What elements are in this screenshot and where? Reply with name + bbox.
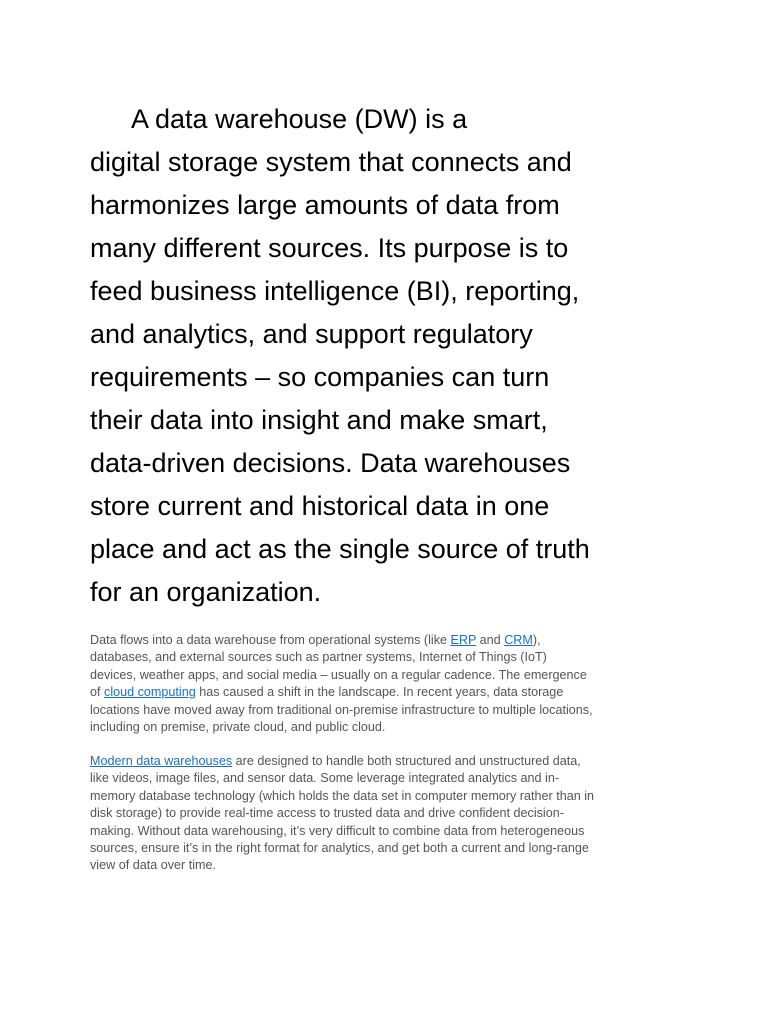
paragraph-line: devices, weather apps, and social media – usually on a regular cadence. The emergence (90, 667, 587, 682)
text-run: ), (532, 633, 541, 647)
paragraph-line: like videos, image files, and sensor data. Some leverage integrated analytics and in- (90, 771, 560, 786)
paragraph-line (90, 684, 680, 701)
data-flows-paragraph (90, 632, 680, 736)
lead-line: A data warehouse (DW) is a (131, 104, 468, 134)
paragraph-line: sources, ensure it’s in the right format for analytics, and get both a current and long-range (90, 841, 589, 856)
cloud-computing-link[interactable]: cloud computing (104, 685, 196, 700)
paragraph-line: making. Without data warehousing, it’s very difficult to combine data from heterogeneous (90, 823, 585, 838)
lead-line: data-driven decisions. Data warehouses (90, 448, 571, 478)
crm-link[interactable]: CRM (504, 633, 533, 647)
lead-line: harmonizes large amounts of data from (90, 190, 560, 220)
paragraph-line: locations have moved away from traditional on-premise infrastructure to multiple locations, (90, 702, 593, 717)
text-run: of (90, 685, 105, 700)
paragraph-line (90, 753, 680, 770)
text-run: Data flows into a data warehouse from operational systems (like (90, 633, 451, 647)
text-run: has caused a shift in the landscape. In recent years, data storage (195, 685, 564, 700)
erp-link[interactable]: ERP (450, 633, 477, 647)
paragraph-line: view of data over time. (90, 858, 216, 873)
modern-warehouses-paragraph (90, 753, 680, 875)
text-run: are designed to handle both structured and unstructured data, (232, 754, 581, 768)
paragraph-line: memory database technology (which holds the data set in computer memory rather than in (90, 788, 595, 803)
lead-line: their data into insight and make smart, (90, 405, 548, 435)
modern-data-warehouses-link[interactable]: Modern data warehouses (90, 754, 233, 768)
paragraph-line: databases, and external sources such as partner systems, Internet of Things (IoT) (90, 650, 547, 665)
lead-line: many different sources. Its purpose is to (90, 233, 569, 263)
paragraph-line: including on premise, private cloud, and public cloud. (90, 720, 386, 735)
lead-line: and analytics, and support regulatory (90, 319, 533, 349)
lead-line: place and act as the single source of truth (90, 534, 590, 564)
lead-line: store current and historical data in one (90, 491, 550, 521)
lead-line: requirements – so companies can turn (90, 362, 550, 392)
paragraph-line: disk storage) to provide real-time access to trusted data and drive confident decision- (90, 806, 564, 821)
lead-line: digital storage system that connects and (90, 147, 572, 177)
lead-line: feed business intelligence (BI), reporting, (90, 276, 580, 306)
lead-line: for an organization. (90, 577, 322, 607)
text-run: and (476, 633, 505, 647)
paragraph-line (90, 632, 680, 649)
lead-paragraph (90, 98, 690, 614)
